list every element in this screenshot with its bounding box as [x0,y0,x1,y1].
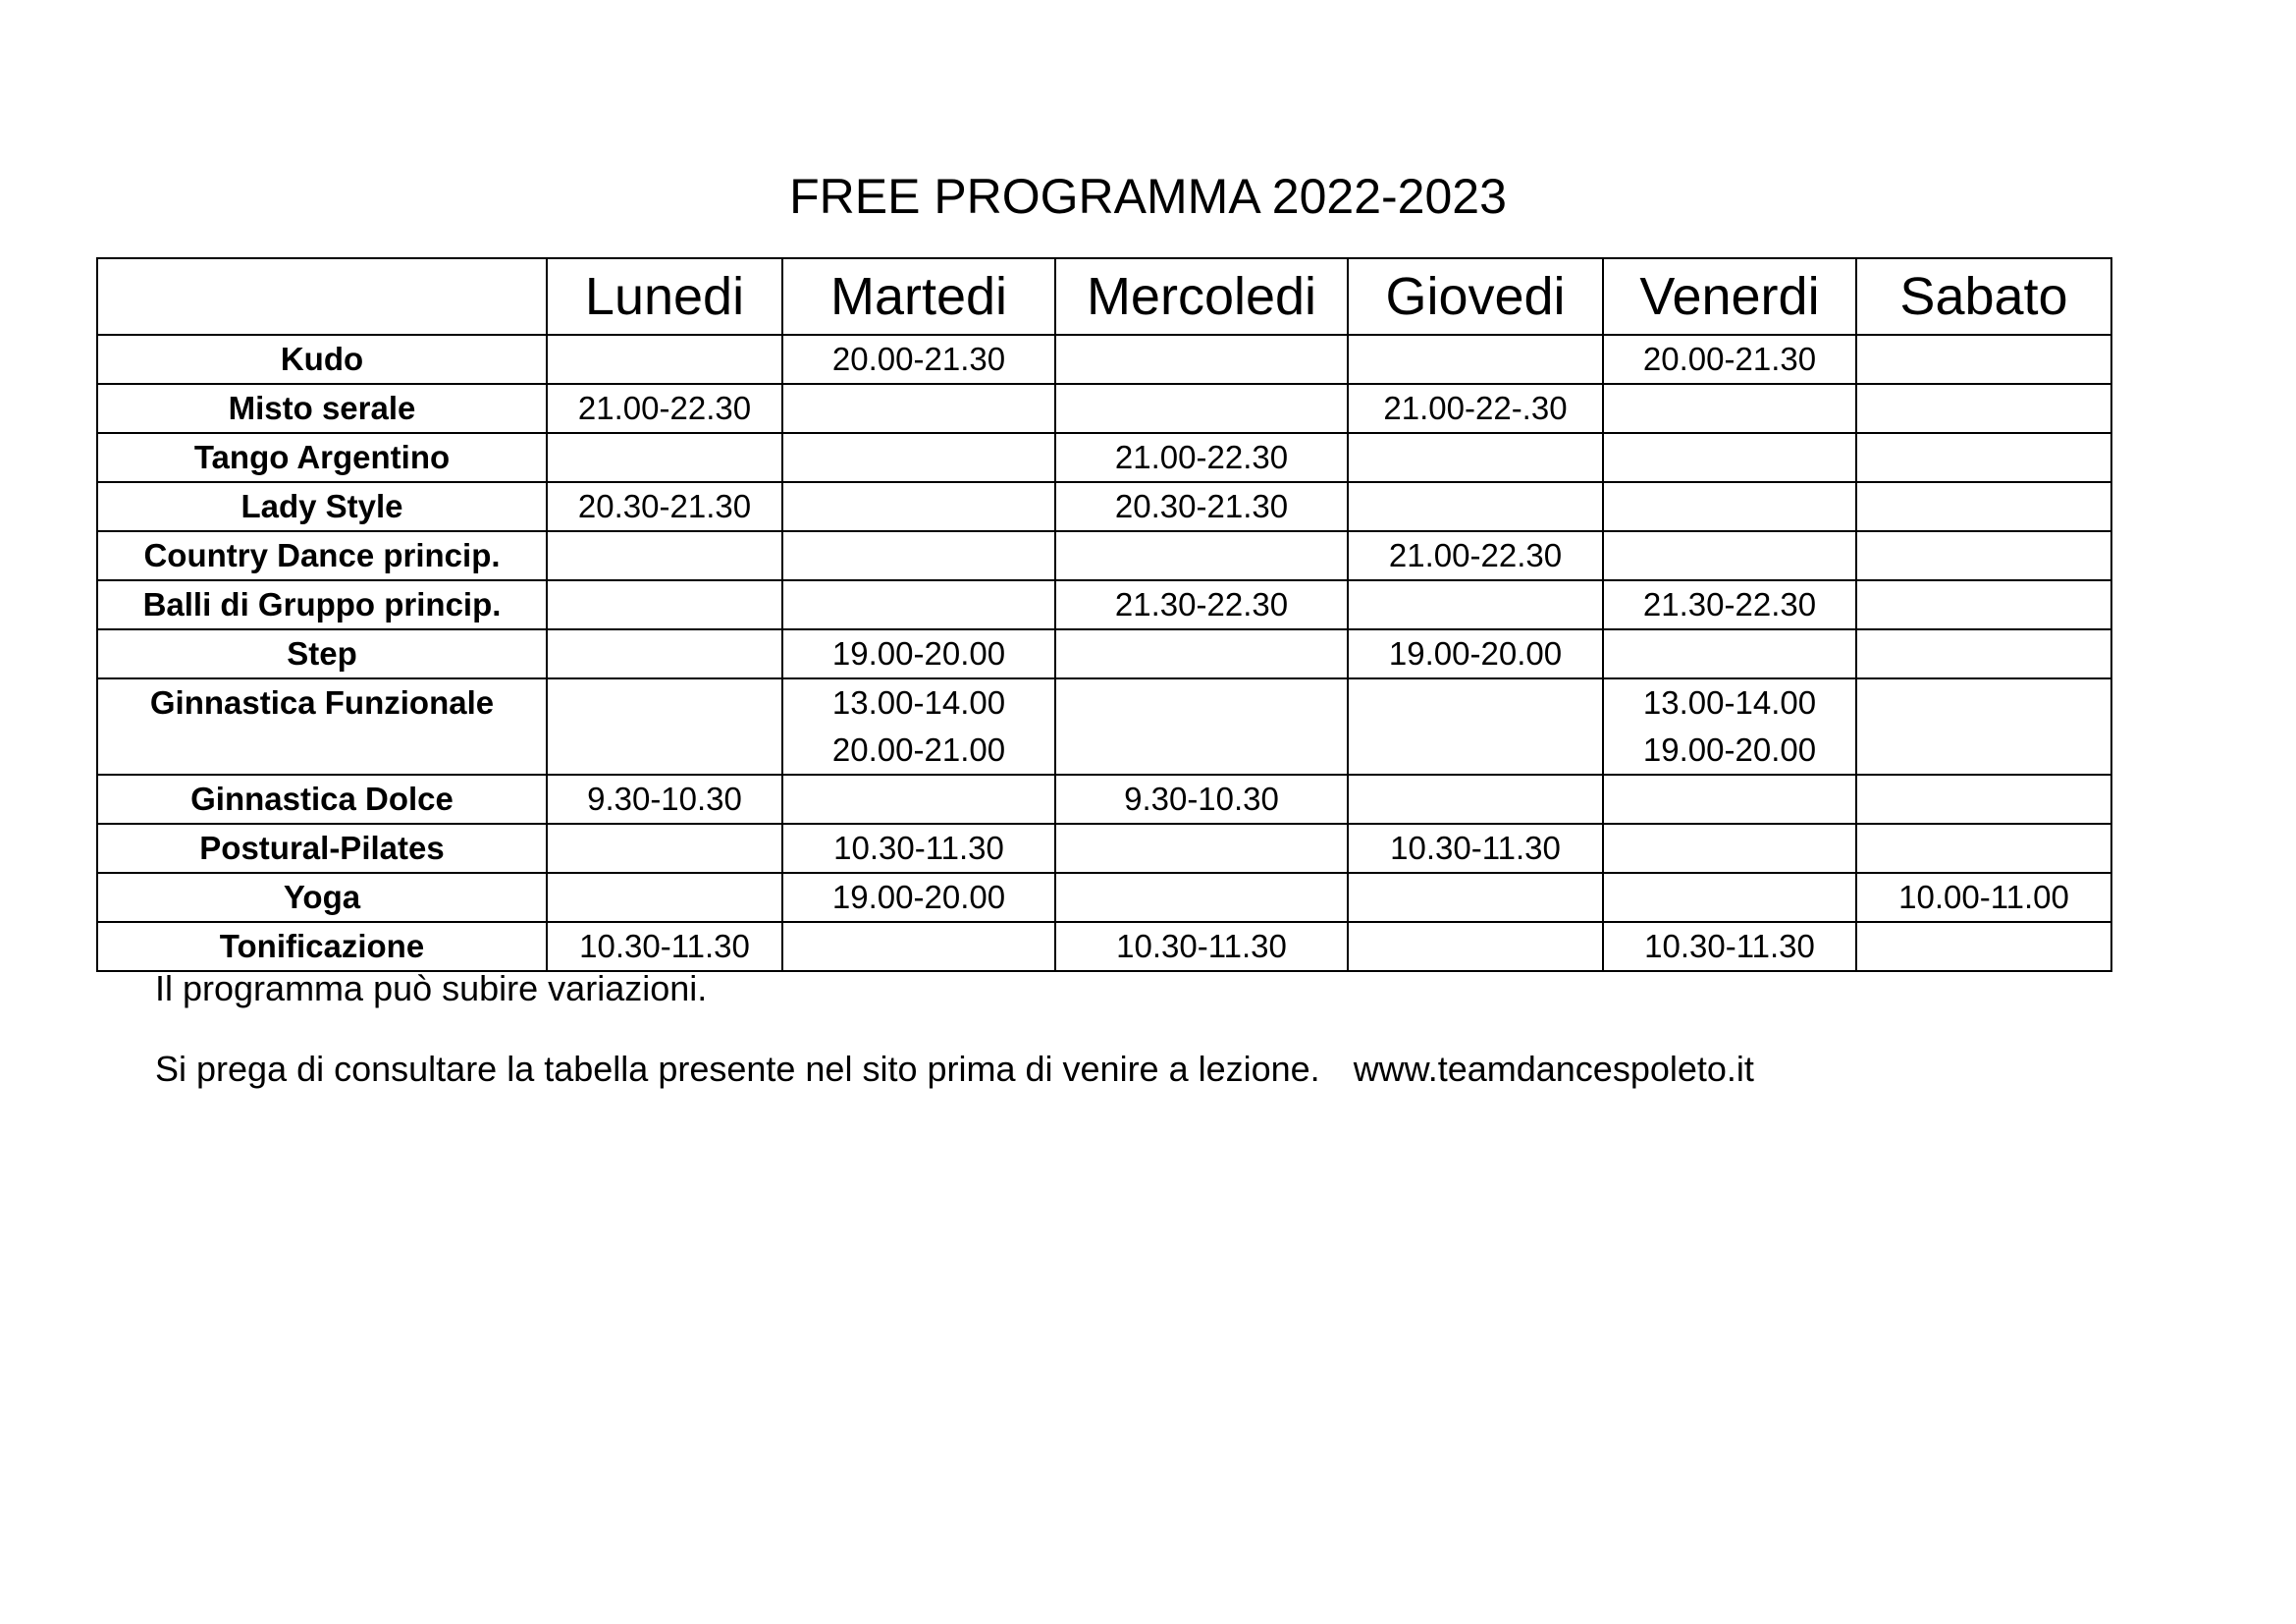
time-cell [782,384,1055,433]
time-cell [1856,580,2111,629]
time-cell: 19.00-20.00 [782,629,1055,678]
time-cell [1603,775,1856,824]
website-link[interactable]: www.teamdancespoleto.it [1353,1049,1754,1089]
time-cell [547,531,782,580]
table-row [97,384,2111,433]
time-cell [1603,824,1856,873]
time-cell [1055,335,1348,384]
header-row [97,258,2111,335]
time-cell [1856,531,2111,580]
table-row [97,824,2111,873]
page-title: FREE PROGRAMMA 2022-2023 [789,169,1507,224]
time-cell: 10.30-11.30 [1348,824,1603,873]
activity-cell: Lady Style [97,482,547,531]
activity-cell: Kudo [97,335,547,384]
table-row [97,873,2111,922]
time-cell [1348,335,1603,384]
time-cell [547,873,782,922]
time-cell [782,482,1055,531]
table-row [97,433,2111,482]
time-cell [1603,873,1856,922]
time-cell [1603,678,1856,775]
variation-note: Il programma può subire variazioni. [155,968,708,1008]
table-row [97,775,2111,824]
time-cell [1856,678,2111,775]
time-cell: 9.30-10.30 [1055,775,1348,824]
activity-cell: Step [97,629,547,678]
time-cell: 19.00-20.00 [1348,629,1603,678]
time-cell: 20.30-21.30 [547,482,782,531]
time-cell [1348,678,1603,775]
time-cell [1856,384,2111,433]
time-cell [1348,873,1603,922]
activity-label: Ginnastica Funzionale [149,684,495,721]
time-cell [1856,433,2111,482]
table-row [97,678,2111,775]
time-cell [1856,482,2111,531]
time-cell [1055,384,1348,433]
time-cell: 10.30-11.30 [1603,922,1856,971]
activity-cell [97,678,547,775]
time-cell [782,531,1055,580]
time-cell: 20.00-21.30 [782,335,1055,384]
time-slot: 13.00-14.00 [1642,684,1817,721]
time-cell: 21.30-22.30 [1055,580,1348,629]
time-cell: 20.30-21.30 [1055,482,1348,531]
time-cell [1856,775,2111,824]
consult-note [155,1049,1754,1090]
table-row [97,531,2111,580]
time-cell: 19.00-20.00 [782,873,1055,922]
day-header: Sabato [1856,258,2111,335]
table-row [97,482,2111,531]
activity-cell: Ginnastica Dolce [97,775,547,824]
time-cell: 9.30-10.30 [547,775,782,824]
table-row [97,922,2111,971]
time-cell: 10.30-11.30 [1055,922,1348,971]
time-cell [1603,531,1856,580]
time-cell [1603,629,1856,678]
day-header: Giovedi [1348,258,1603,335]
time-cell [547,629,782,678]
time-cell: 10.00-11.00 [1856,873,2111,922]
time-cell [1055,629,1348,678]
time-cell [1055,873,1348,922]
time-cell: 21.00-22.30 [547,384,782,433]
time-cell [1348,580,1603,629]
time-cell [782,775,1055,824]
activity-cell: Balli di Gruppo princip. [97,580,547,629]
day-header: Lunedi [547,258,782,335]
time-cell: 21.00-22-.30 [1348,384,1603,433]
time-cell [1348,922,1603,971]
day-header: Mercoledi [1055,258,1348,335]
activity-cell: Postural-Pilates [97,824,547,873]
time-cell [1055,824,1348,873]
day-header: Martedi [782,258,1055,335]
table-row [97,335,2111,384]
time-cell [1856,824,2111,873]
time-cell: 21.00-22.30 [1055,433,1348,482]
schedule-table [96,257,2112,972]
time-cell [1055,678,1348,775]
time-cell [1348,482,1603,531]
time-cell [1856,629,2111,678]
time-cell [782,580,1055,629]
table-row [97,580,2111,629]
time-cell [782,678,1055,775]
time-cell [1348,775,1603,824]
activity-cell: Misto serale [97,384,547,433]
time-slot: 19.00-20.00 [1642,731,1817,768]
time-cell [1348,433,1603,482]
time-cell [782,433,1055,482]
activity-cell: Tango Argentino [97,433,547,482]
time-cell: 10.30-11.30 [782,824,1055,873]
day-header: Venerdi [1603,258,1856,335]
header-corner-cell [97,258,547,335]
activity-cell: Country Dance princip. [97,531,547,580]
time-cell: 21.30-22.30 [1603,580,1856,629]
time-cell: 21.00-22.30 [1348,531,1603,580]
time-cell [782,922,1055,971]
consult-text: Si prega di consultare la tabella presente nel sito prima di venire a lezione. [155,1049,1320,1089]
activity-cell: Tonificazione [97,922,547,971]
time-cell [1603,384,1856,433]
time-cell [1856,335,2111,384]
time-cell [547,824,782,873]
time-cell: 20.00-21.30 [1603,335,1856,384]
time-cell [547,580,782,629]
time-cell [547,433,782,482]
time-cell [1603,482,1856,531]
time-slot: 20.00-21.00 [831,731,1006,768]
time-cell [1856,922,2111,971]
time-cell [1055,531,1348,580]
time-cell [1603,433,1856,482]
time-slot: 13.00-14.00 [831,684,1006,721]
activity-cell: Yoga [97,873,547,922]
time-cell: 10.30-11.30 [547,922,782,971]
time-cell [547,678,782,775]
table-row [97,629,2111,678]
time-cell [547,335,782,384]
